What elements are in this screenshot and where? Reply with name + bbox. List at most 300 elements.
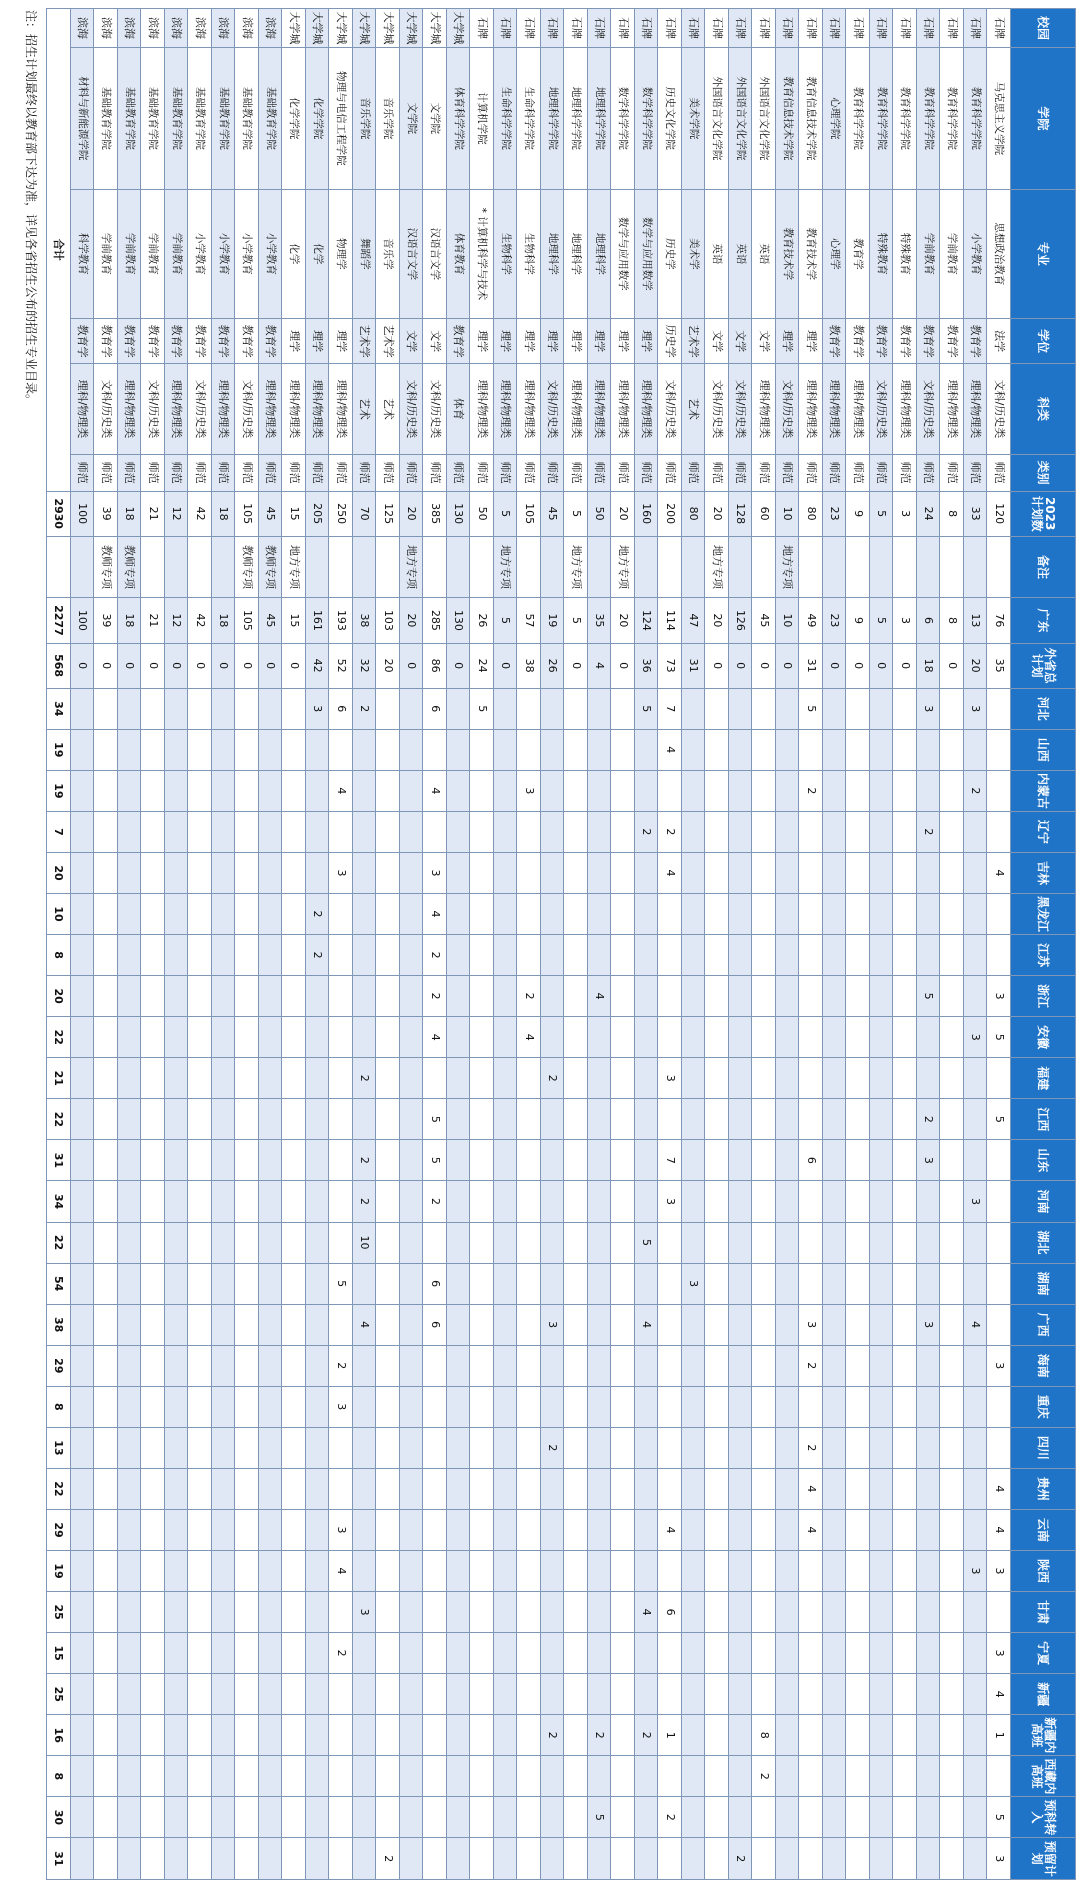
table-cell	[611, 1551, 635, 1592]
table-cell	[470, 1222, 494, 1263]
table-cell: 石牌	[940, 9, 964, 48]
table-cell	[917, 1509, 941, 1550]
table-cell	[635, 1838, 659, 1880]
table-cell	[118, 976, 142, 1017]
table-cell: 5	[423, 1099, 447, 1140]
table-cell	[71, 1304, 95, 1345]
table-cell	[329, 976, 353, 1017]
table-cell	[470, 1838, 494, 1880]
table-cell: 86	[423, 643, 447, 688]
table-cell	[376, 852, 400, 893]
table-cell	[118, 1345, 142, 1386]
table-cell: 特殊教育	[870, 189, 894, 318]
table-cell	[94, 688, 118, 729]
table-cell	[188, 1633, 212, 1674]
table-cell	[353, 729, 377, 770]
table-cell	[729, 1345, 753, 1386]
table-cell: 6	[423, 688, 447, 729]
table-cell: 2	[917, 1099, 941, 1140]
table-cell	[940, 1715, 964, 1756]
table-cell	[752, 1345, 776, 1386]
table-cell	[588, 1181, 612, 1222]
table-cell: 师范	[400, 454, 424, 491]
table-cell	[823, 1797, 847, 1838]
table-cell	[423, 1345, 447, 1386]
table-cell: 0	[870, 643, 894, 688]
table-cell: 12	[165, 491, 189, 536]
table-cell	[846, 1386, 870, 1427]
table-cell	[118, 1797, 142, 1838]
table-cell	[564, 1427, 588, 1468]
table-row	[964, 9, 988, 1880]
table-cell: 师范	[658, 454, 682, 491]
table-cell: 4	[799, 1468, 823, 1509]
table-cell: 3	[917, 688, 941, 729]
table-cell	[235, 1386, 259, 1427]
table-cell	[893, 1304, 917, 1345]
table-cell	[588, 1427, 612, 1468]
table-cell	[306, 1674, 330, 1715]
table-cell	[94, 1715, 118, 1756]
table-cell: 理学	[470, 319, 494, 364]
table-cell	[259, 1181, 283, 1222]
column-header: 安徽	[1011, 1017, 1076, 1058]
column-header: 预科转入	[1011, 1797, 1076, 1838]
table-cell	[917, 1551, 941, 1592]
table-cell	[470, 1551, 494, 1592]
table-cell: 105	[235, 598, 259, 643]
table-cell	[470, 1263, 494, 1304]
table-cell	[917, 536, 941, 598]
table-cell: 130	[447, 598, 471, 643]
table-cell	[799, 1222, 823, 1263]
table-cell	[259, 1633, 283, 1674]
table-cell	[165, 852, 189, 893]
table-cell	[447, 1058, 471, 1099]
table-cell: 文学	[423, 319, 447, 364]
table-cell: 2	[306, 894, 330, 935]
table-cell: 2	[423, 976, 447, 1017]
table-cell	[165, 1345, 189, 1386]
table-cell	[71, 729, 95, 770]
table-cell: 0	[729, 643, 753, 688]
table-cell	[705, 1468, 729, 1509]
table-cell: 0	[823, 643, 847, 688]
table-cell	[776, 1386, 800, 1427]
table-cell	[870, 935, 894, 976]
table-cell: 历史学	[658, 189, 682, 318]
table-cell: 100	[71, 598, 95, 643]
table-cell: 49	[799, 598, 823, 643]
table-cell	[282, 1509, 306, 1550]
table-cell	[71, 1345, 95, 1386]
table-cell	[870, 1058, 894, 1099]
table-cell: 生物科学	[494, 189, 518, 318]
table-cell	[517, 1838, 541, 1880]
table-cell	[940, 1304, 964, 1345]
table-cell	[588, 1140, 612, 1181]
table-cell: 理科/物理类	[752, 364, 776, 454]
table-cell	[118, 1304, 142, 1345]
table-cell: 4	[423, 770, 447, 811]
table-cell	[188, 1345, 212, 1386]
table-cell	[541, 536, 565, 598]
table-cell	[705, 1304, 729, 1345]
table-cell	[964, 1633, 988, 1674]
table-cell: 5	[588, 1797, 612, 1838]
table-cell	[188, 1304, 212, 1345]
table-cell: 6	[917, 598, 941, 643]
table-cell	[118, 935, 142, 976]
table-cell	[729, 770, 753, 811]
table-cell: 教育科学学院	[870, 48, 894, 190]
table-cell	[353, 1797, 377, 1838]
column-header: 新疆	[1011, 1674, 1076, 1715]
table-cell: 石牌	[917, 9, 941, 48]
total-cell: 25	[47, 1674, 71, 1715]
table-cell: 马克思主义学院	[987, 48, 1011, 190]
table-cell	[517, 1633, 541, 1674]
table-cell	[658, 770, 682, 811]
table-cell	[846, 1674, 870, 1715]
table-cell: 教育学	[165, 319, 189, 364]
table-cell	[447, 1838, 471, 1880]
table-cell	[870, 1304, 894, 1345]
table-cell: 师范	[141, 454, 165, 491]
table-cell: 师范	[329, 454, 353, 491]
table-cell	[635, 976, 659, 1017]
table-cell: 基础教育学院	[235, 48, 259, 190]
table-cell	[282, 1592, 306, 1633]
table-cell	[893, 894, 917, 935]
table-cell	[306, 1181, 330, 1222]
table-row	[118, 9, 142, 1880]
table-cell	[353, 1099, 377, 1140]
table-cell	[940, 1345, 964, 1386]
table-cell: 科学教育	[71, 189, 95, 318]
table-cell: 42	[306, 643, 330, 688]
table-cell	[517, 1551, 541, 1592]
table-cell	[400, 1468, 424, 1509]
table-cell	[118, 1592, 142, 1633]
table-cell	[682, 1756, 706, 1797]
table-cell: 理学	[588, 319, 612, 364]
table-cell: 文科/历史类	[658, 364, 682, 454]
table-cell	[165, 1551, 189, 1592]
table-cell	[494, 1592, 518, 1633]
table-cell: 193	[329, 598, 353, 643]
table-cell: 艺术学	[353, 319, 377, 364]
table-cell: 114	[658, 598, 682, 643]
table-cell	[846, 852, 870, 893]
column-header: 预留计划	[1011, 1838, 1076, 1880]
table-cell	[282, 1674, 306, 1715]
total-cell: 2930	[47, 491, 71, 536]
table-cell	[611, 976, 635, 1017]
table-cell: 师范	[94, 454, 118, 491]
table-cell	[564, 1715, 588, 1756]
table-cell	[823, 1304, 847, 1345]
table-cell	[259, 935, 283, 976]
table-cell: 5	[870, 491, 894, 536]
table-cell: 3	[893, 491, 917, 536]
table-cell	[494, 1674, 518, 1715]
table-cell	[705, 1427, 729, 1468]
table-cell	[682, 1715, 706, 1756]
table-cell: 理学	[611, 319, 635, 364]
table-cell: 47	[682, 598, 706, 643]
table-cell	[306, 1797, 330, 1838]
table-cell	[423, 1715, 447, 1756]
table-cell	[400, 1838, 424, 1880]
table-cell	[541, 1592, 565, 1633]
table-cell: 4	[588, 976, 612, 1017]
table-cell	[306, 1058, 330, 1099]
table-row	[870, 9, 894, 1880]
table-cell	[235, 894, 259, 935]
table-cell	[376, 1099, 400, 1140]
table-cell	[494, 1468, 518, 1509]
table-cell	[752, 811, 776, 852]
table-header-row	[1011, 9, 1076, 1880]
table-cell	[611, 1345, 635, 1386]
table-cell	[165, 1427, 189, 1468]
table-cell	[893, 1058, 917, 1099]
table-cell: 3	[987, 976, 1011, 1017]
table-cell	[588, 1058, 612, 1099]
column-header: 河北	[1011, 688, 1076, 729]
table-cell	[893, 1099, 917, 1140]
table-cell	[376, 1263, 400, 1304]
table-cell	[846, 1304, 870, 1345]
table-cell	[823, 1509, 847, 1550]
table-cell	[846, 1756, 870, 1797]
table-cell	[823, 1386, 847, 1427]
table-cell: 师范	[470, 454, 494, 491]
total-cell: 8	[47, 1756, 71, 1797]
table-cell: 文科/历史类	[541, 364, 565, 454]
column-header: 黑龙江	[1011, 894, 1076, 935]
table-cell	[494, 811, 518, 852]
table-cell: 3	[329, 852, 353, 893]
table-cell: 2	[423, 1181, 447, 1222]
table-cell	[353, 935, 377, 976]
table-cell	[940, 770, 964, 811]
column-header: 陕西	[1011, 1551, 1076, 1592]
table-cell	[870, 894, 894, 935]
table-cell	[635, 852, 659, 893]
table-cell	[212, 935, 236, 976]
table-cell	[682, 1140, 706, 1181]
table-cell	[870, 688, 894, 729]
table-cell	[141, 1181, 165, 1222]
table-cell	[588, 1263, 612, 1304]
table-cell	[987, 894, 1011, 935]
table-cell: 26	[470, 598, 494, 643]
table-cell	[846, 1797, 870, 1838]
table-cell: 石牌	[729, 9, 753, 48]
table-cell	[71, 935, 95, 976]
table-cell	[635, 770, 659, 811]
table-cell	[188, 1838, 212, 1880]
table-cell	[588, 770, 612, 811]
table-cell	[470, 894, 494, 935]
table-cell	[71, 770, 95, 811]
table-cell	[635, 1017, 659, 1058]
table-cell: 理科/物理类	[588, 364, 612, 454]
table-cell: 103	[376, 598, 400, 643]
table-cell	[94, 729, 118, 770]
table-cell	[799, 1756, 823, 1797]
table-cell: 心理学院	[823, 48, 847, 190]
table-cell	[470, 1017, 494, 1058]
table-row	[893, 9, 917, 1880]
table-cell	[94, 976, 118, 1017]
table-cell	[658, 1633, 682, 1674]
table-cell	[893, 976, 917, 1017]
table-cell	[141, 1263, 165, 1304]
table-row	[259, 9, 283, 1880]
table-cell	[118, 1468, 142, 1509]
table-cell: 2	[353, 1058, 377, 1099]
table-cell	[658, 1386, 682, 1427]
table-cell	[870, 1756, 894, 1797]
table-cell: 4	[987, 852, 1011, 893]
table-cell	[71, 894, 95, 935]
table-cell	[329, 1797, 353, 1838]
table-cell: 石牌	[682, 9, 706, 48]
table-cell	[917, 1838, 941, 1880]
table-cell	[893, 729, 917, 770]
table-cell	[917, 1345, 941, 1386]
table-cell: 39	[94, 598, 118, 643]
table-cell	[846, 1633, 870, 1674]
table-cell	[259, 1756, 283, 1797]
table-cell: 35	[987, 643, 1011, 688]
table-cell	[752, 1797, 776, 1838]
table-cell	[282, 1468, 306, 1509]
table-cell: 文学院	[423, 48, 447, 190]
table-cell	[823, 976, 847, 1017]
table-cell	[329, 1715, 353, 1756]
column-header: 湖南	[1011, 1263, 1076, 1304]
table-cell	[188, 1756, 212, 1797]
table-cell	[282, 811, 306, 852]
table-cell	[353, 811, 377, 852]
table-cell: 外国语言文化学院	[752, 48, 776, 190]
table-cell	[611, 852, 635, 893]
table-cell	[611, 1140, 635, 1181]
table-cell	[658, 1674, 682, 1715]
table-cell	[541, 1017, 565, 1058]
column-header: 外省总计划	[1011, 643, 1076, 688]
table-cell	[141, 1633, 165, 1674]
table-cell	[823, 1427, 847, 1468]
total-row	[47, 9, 71, 1880]
table-cell	[564, 1838, 588, 1880]
total-cell: 10	[47, 894, 71, 935]
table-cell	[400, 1263, 424, 1304]
table-cell	[964, 1427, 988, 1468]
table-cell	[94, 1592, 118, 1633]
table-cell	[329, 1756, 353, 1797]
table-cell	[376, 1674, 400, 1715]
table-cell	[376, 1715, 400, 1756]
table-cell	[259, 688, 283, 729]
table-cell	[376, 688, 400, 729]
table-cell: 2	[329, 1633, 353, 1674]
table-cell	[658, 536, 682, 598]
column-header: 重庆	[1011, 1386, 1076, 1427]
table-cell	[729, 1427, 753, 1468]
table-cell	[823, 770, 847, 811]
table-cell	[776, 688, 800, 729]
table-cell: 外国语言文化学院	[705, 48, 729, 190]
table-cell: 小学教育	[964, 189, 988, 318]
table-cell	[823, 1222, 847, 1263]
table-cell	[752, 1468, 776, 1509]
table-cell	[611, 1099, 635, 1140]
table-cell	[658, 1222, 682, 1263]
table-cell	[870, 1386, 894, 1427]
table-cell	[494, 1058, 518, 1099]
table-cell	[235, 935, 259, 976]
table-cell	[870, 1263, 894, 1304]
enrollment-plan-table	[46, 8, 1076, 1880]
table-cell: 23	[823, 491, 847, 536]
table-cell	[588, 1345, 612, 1386]
table-cell: 师范	[165, 454, 189, 491]
table-cell: 理科/物理类	[964, 364, 988, 454]
table-cell	[188, 1181, 212, 1222]
table-cell	[588, 1386, 612, 1427]
table-cell: 石牌	[987, 9, 1011, 48]
table-cell: 80	[799, 491, 823, 536]
table-cell: 化学	[282, 189, 306, 318]
table-cell	[94, 1633, 118, 1674]
column-header: 山东	[1011, 1140, 1076, 1181]
table-cell: 0	[846, 643, 870, 688]
table-cell: 45	[752, 598, 776, 643]
table-cell: 学前教育	[940, 189, 964, 318]
table-cell	[259, 1509, 283, 1550]
table-cell	[165, 729, 189, 770]
table-cell	[823, 1551, 847, 1592]
table-cell: 教育信息技术学院	[799, 48, 823, 190]
table-cell	[71, 1674, 95, 1715]
table-cell	[235, 976, 259, 1017]
table-row	[188, 9, 212, 1880]
table-cell: 外国语言文化学院	[729, 48, 753, 190]
table-cell	[94, 1838, 118, 1880]
table-cell: 45	[259, 491, 283, 536]
table-cell	[682, 729, 706, 770]
table-cell	[353, 976, 377, 1017]
table-cell: 理学	[494, 319, 518, 364]
table-cell	[71, 976, 95, 1017]
table-cell	[729, 976, 753, 1017]
table-cell	[71, 1427, 95, 1468]
table-cell	[541, 935, 565, 976]
table-cell: 124	[635, 598, 659, 643]
table-cell	[682, 1509, 706, 1550]
table-cell	[964, 1263, 988, 1304]
table-cell: 教师专项	[259, 536, 283, 598]
table-cell: 师范	[447, 454, 471, 491]
table-cell	[705, 1633, 729, 1674]
table-cell	[846, 894, 870, 935]
table-cell: 10	[776, 491, 800, 536]
